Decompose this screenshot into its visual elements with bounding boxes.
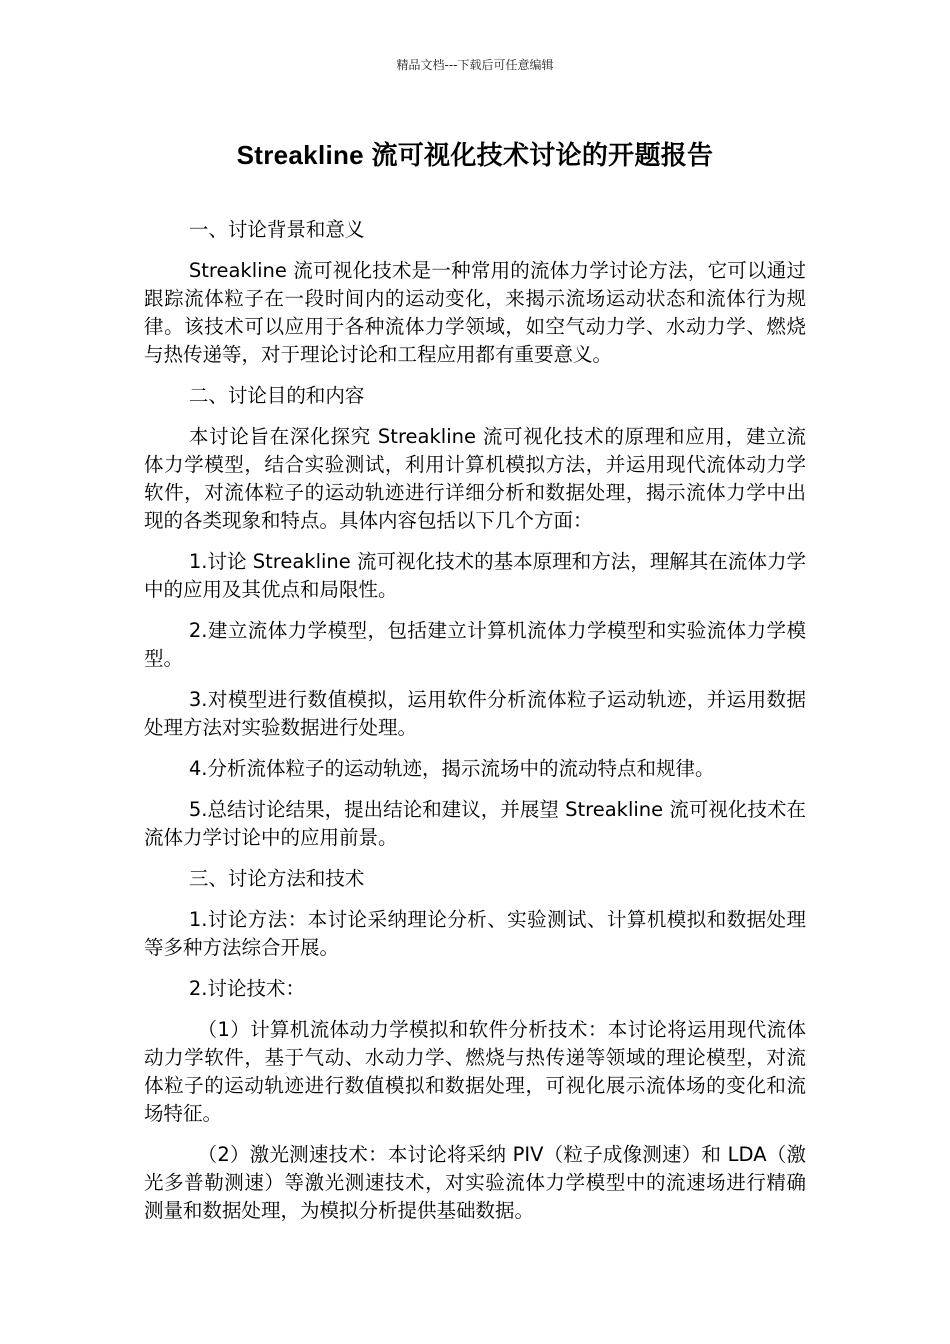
list-item-3: 3.对模型进行数值模拟，运用软件分析流体粒子运动轨迹，并运用数据处理方法对实验数据进行处理。 [144,688,806,739]
paragraph-methods: 1.讨论方法：本讨论采纳理论分析、实验测试、计算机模拟和数据处理等多种方法综合开展。 [144,908,806,959]
document-title: Streakline 流可视化技术讨论的开题报告 [236,140,714,170]
section-heading-objectives: 二、讨论目的和内容 [188,384,365,407]
list-item-2: 2.建立流体力学模型，包括建立计算机流体力学模型和实验流体力学模型。 [144,619,806,670]
paragraph-background: Streakline 流可视化技术是一种常用的流体力学讨论方法，它可以通过跟踪流体粒子在一段时间内的运动变化，来揭示流场运动状态和流体行为规律。该技术可以应用于各种流体力学领域，如空气动力学、水动力学、燃烧与热传递等，对于理论讨论和工程应用都有重要意义。 [144,259,806,366]
section-heading-methods: 三、讨论方法和技术 [188,867,365,890]
paragraph-objectives: 本讨论旨在深化探究 Streakline 流可视化技术的原理和应用，建立流体力学模型，结合实验测试，利用计算机模拟方法，并运用现代流体动力学软件，对流体粒子的运动轨迹进行详细分析和数据处理，揭示流体力学中出现的各类现象和特点。具体内容包括以下几个方面： [144,425,806,532]
page-header-note: 精品文档---下载后可任意编辑 [396,58,554,72]
section-heading-background: 一、讨论背景和意义 [188,218,365,241]
document-body [144,216,806,1238]
list-item-1: 1.讨论 Streakline 流可视化技术的基本原理和方法，理解其在流体力学中的应用及其优点和局限性。 [144,550,806,601]
sub-item-cfd: （1）计算机流体动力学模拟和软件分析技术：本讨论将运用现代流体动力学软件，基于气动、水动力学、燃烧与热传递等领域的理论模型，对流体粒子的运动轨迹进行数值模拟和数据处理，可视化展示流体场的变化和流场特征。 [144,1018,806,1125]
list-item-5: 5.总结讨论结果，提出结论和建议，并展望 Streakline 流可视化技术在流体力学讨论中的应用前景。 [144,798,806,849]
sub-item-laser: （2）激光测速技术：本讨论将采纳 PIV（粒子成像测速）和 LDA（激光多普勒测速）等激光测速技术，对实验流体力学模型中的流速场进行精确测量和数据处理，为模拟分析提供基础数据。 [144,1143,806,1222]
paragraph-techniques: 2.讨论技术： [188,977,305,1000]
list-item-4: 4.分析流体粒子的运动轨迹，揭示流场中的流动特点和规律。 [188,757,715,780]
